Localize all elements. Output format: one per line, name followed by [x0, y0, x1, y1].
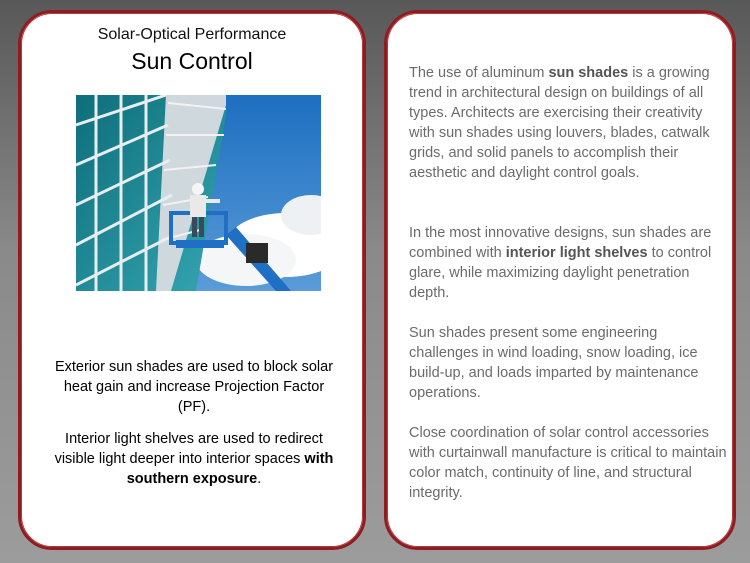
interior-shelves-text-start: Interior light shelves are used to redirect visible light deeper into interior spaces: [54, 431, 323, 467]
exterior-shades-text: Exterior sun shades are used to block solar heat gain and increase Projection Factor (PF).: [54, 359, 334, 415]
coordination-paragraph: Close coordination of solar control accessories with curtainwall manufacture is critical to maintain color match, continuity of line, and structural integrity.: [409, 425, 727, 501]
p1-start: The use of aluminum: [409, 65, 549, 81]
right-card: [384, 10, 736, 550]
photo-illustration: [76, 95, 321, 291]
page-title: Sun Control: [131, 48, 253, 74]
sun-shades-bold: sun shades: [548, 65, 629, 81]
left-card: [18, 10, 366, 550]
southern-exposure-bold: with southern exposure: [126, 451, 334, 487]
light-shelves-bold: interior light shelves: [505, 245, 648, 261]
engineering-challenges-paragraph: Sun shades present some engineering challenges in wind loading, snow loading, ice build-up, and loads imparted by maintenance operations.: [409, 325, 699, 401]
p1-end: is a growing trend in architectural design on buildings of all types. Architects are exercising their creativity with sun shades using louvers, blades, catwalk grids, and solid panels to accomplish their aesthetic and daylight control goals.: [409, 65, 710, 181]
innovative-designs-paragraph: [409, 223, 729, 303]
sun-shade-photo: [76, 95, 321, 291]
p2-start: In the most innovative designs, sun shades are combined with: [409, 225, 712, 261]
p2-end: to control glare, while maximizing daylight penetration depth.: [409, 245, 712, 301]
subtitle: Solar-Optical Performance: [97, 26, 287, 43]
interior-shelves-text-end: .: [257, 471, 262, 487]
interior-shelves-text: [51, 429, 337, 489]
sun-shades-trend-paragraph: [409, 63, 729, 183]
